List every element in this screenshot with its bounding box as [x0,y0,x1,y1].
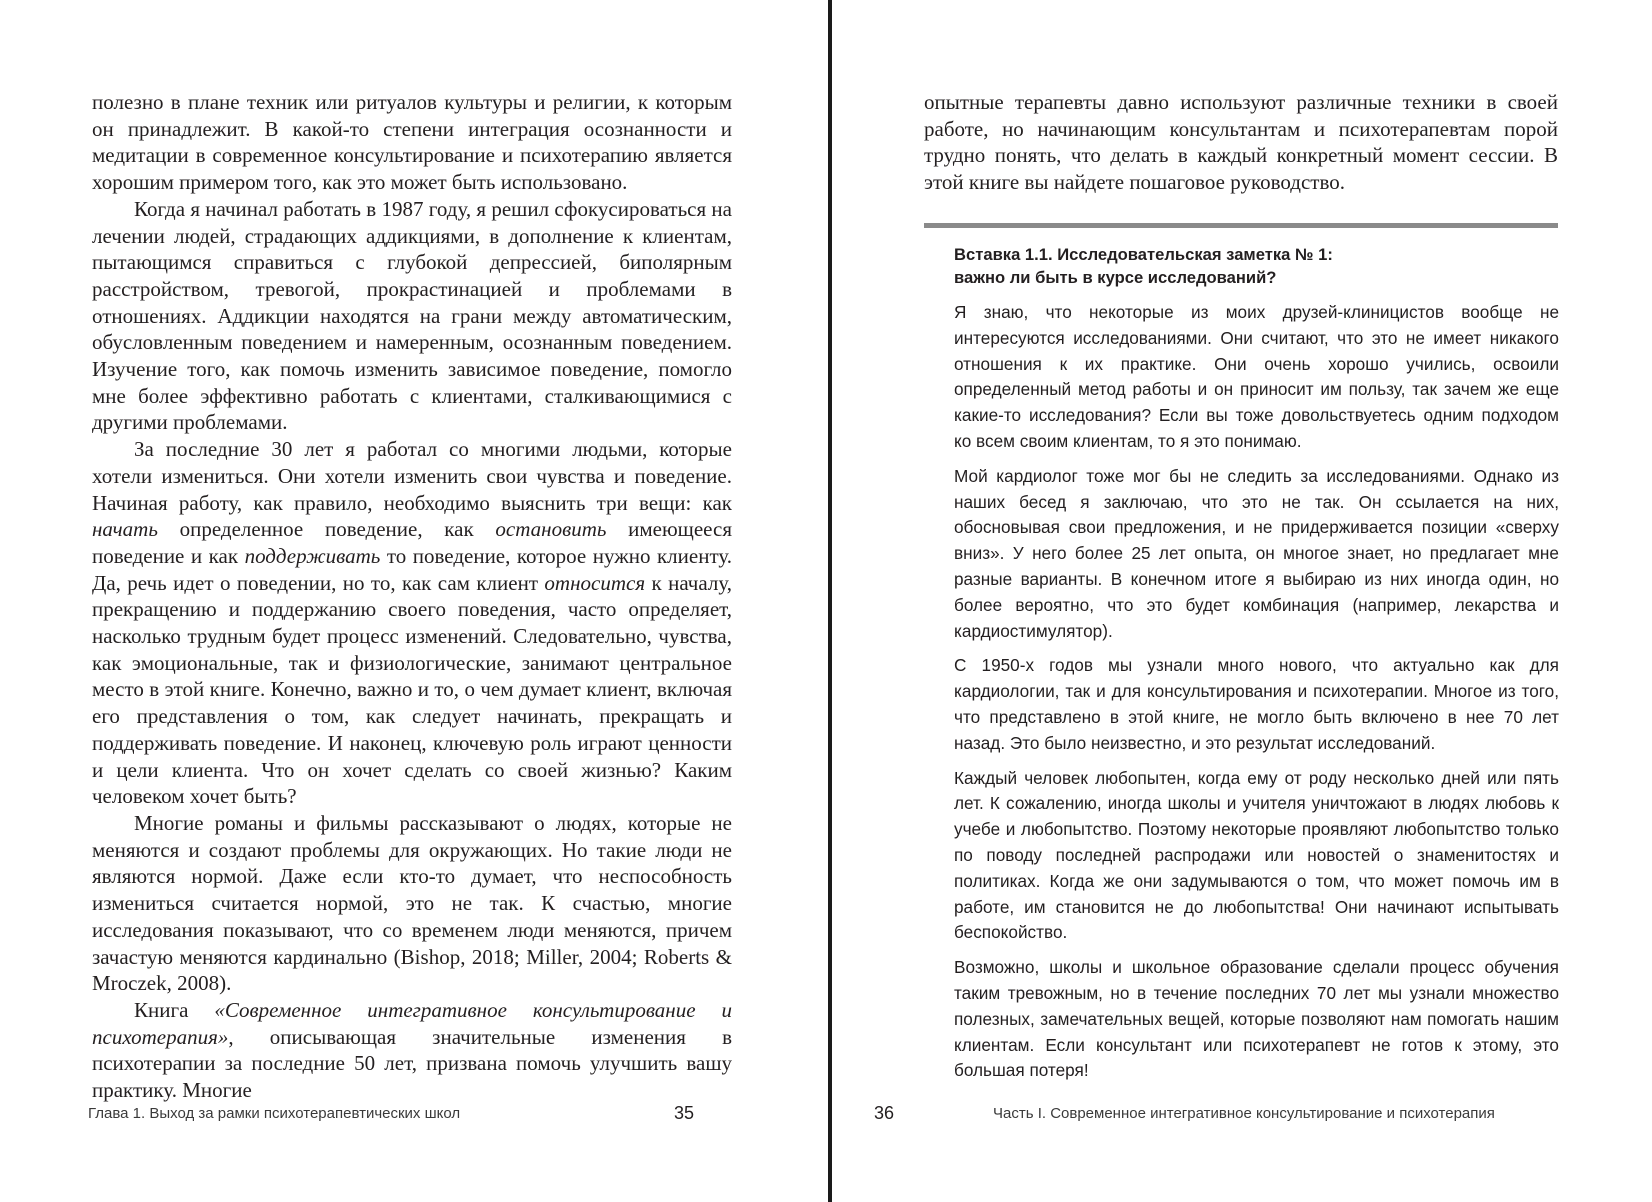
emphasis-text: начать [92,517,158,542]
box-paragraph: Каждый человек любопытен, когда ему от роду несколько дней или пять лет. К сожалению, иногда школы и учителя уничтожают в людях любовь к учебе и любопытство. Поэтому некоторые проявляют любопытство только по поводу последней распродажи или новостей о знаменитостях и политиках. Когда же они задумываются о том, что может помочь им в работе, им становится не до любопытства! Они начинают испытывать беспокойство. [954,767,1559,943]
research-note-box [954,243,1559,1093]
paragraph-text: то поведение, которое нужно клиенту. Да, речь идет о поведении, но то, как сам клиент [92,543,732,595]
body-paragraph [92,436,732,810]
right-page [832,0,1652,1202]
left-page-body [92,89,732,1104]
box-paragraph: Мой кардиолог тоже мог бы не следить за исследованиями. Однако из наших бесед я заключаю, что это не так. Он ссылается на них, обосновывая свои предложения, и не придерживается позиции «сверху вниз». У него более 25 лет опыта, он многое знает, но предлагает мне разные варианты. В конечном итоге я выбираю из них иногда один, но более вероятно, что это будет комбинация (например, лекарства и кардиостимулятор). [954,465,1559,641]
paragraph-text: За последние 30 лет я работал со многими людьми, которые хотели измениться. Они хотели изменить свои чувства и поведение. Начиная работу, как правило, необходимо выяснить три вещи: как [92,437,732,515]
paragraph-text: Когда я начинал работать в 1987 году, я решил сфокусироваться на лечении людей, страдающих аддикциями, в дополнение к клиентам, пытающимся справиться с глубокой депрессией, биполярным расстройством, тревогой, прокрастинацией и проблемами в отношениях. Аддикции находятся на грани между автоматическим, обусловленным поведением и намеренным, осознанным поведением. Изучение того, как помочь изменить зависимое поведение, помогло мне более эффективно работать с клиентами, сталкивающимися с другими проблемами. [92,196,732,435]
box-paragraph: Возможно, школы и школьное образование сделали процесс обучения таким тревожным, но в течение последних 70 лет мы узнали множество полезных, замечательных вещей, которые позволяют нам помогать нашим клиентам. Если консультант или психотерапевт не готов к этому, это большая потеря! [954,957,1559,1081]
emphasis-text: поддерживать [244,543,381,568]
page-number-left: 35 [674,1103,695,1123]
paragraph-text: Многие романы и фильмы рассказывают о людях, которые не меняются и создают проблемы для окружающих. Но такие люди не являются нормой. Даже если кто-то думает, что неспособность измениться считается нормой, это не так. К счастью, многие исследования показывают, что со временем люди меняются, причем зачастую меняются кардинально (Bishop, 2018; Miller, 2004; Roberts & Mroczek, 2008). [92,810,732,996]
right-page-intro [924,89,1558,196]
body-paragraph [92,89,732,196]
paragraph-text: имеющееся поведение и как [92,517,732,568]
page-number-right: 36 [874,1103,895,1123]
paragraph-text: к началу, прекращению и поддержанию своего поведения, часто определяет, насколько трудным будет процесс изменений. Следовательно, чувства, как эмоциональные, так и физиологические, занимают центральное место в этой книге. Конечно, важно и то, о чем думает клиент, включая его представления о том, как следует начинать, прекращать и поддерживать поведение. И наконец, ключевую роль играют ценности и цели клиента. Что он хочет сделать со своей жизнью? Каким человеком хочет быть? [92,570,732,809]
body-paragraph [92,196,732,436]
box-title-line1: Вставка 1.1. Исследовательская заметка № 1: [954,245,1333,264]
emphasis-text: «Современное интегративное консультирование и психотерапия» [92,997,732,1049]
box-paragraph: Я знаю, что некоторые из моих друзей-клиницистов вообще не интересуются исследованиями. Они считают, что это не имеет никакого отношения к их практике. Они очень хорошо учились, освоили определенный метод работы и он приносит им пользу, так зачем же еще какие-то исследования? Если вы тоже довольствуетесь одним подходом ко всем своим клиентам, то я это понимаю. [954,302,1559,451]
body-paragraph [92,810,732,997]
running-footer-right: Часть I. Современное интегративное консультирование и психотерапия [993,1105,1495,1122]
emphasis-text: остановить [495,517,607,542]
box-title-line2: важно ли быть в курсе исследований? [954,268,1277,287]
paragraph-text: Книга [134,997,215,1022]
box-title [954,243,1559,289]
paragraph-text: определенное поведение, как [157,517,496,542]
paragraph-text: полезно в плане техник или ритуалов культуры и религии, к которым он принадлежит. В какой-то степени интеграция осознанности и медитации в современное консультирование и психотерапию является хорошим примером того, как это может быть использовано. [92,90,732,195]
paragraph-text: , описывающая значительные изменения в психотерапии за последние 50 лет, призвана помочь улучшить вашу практику. Многие [92,1024,732,1103]
box-paragraph: С 1950-х годов мы узнали много нового, что актуально как для кардиологии, так и для консультирования и психотерапии. Многое из того, что представлено в этой книге, не могло быть включено в нее 70 лет назад. Это было неизвестно, и это результат исследований. [954,655,1559,753]
emphasis-text: относится [544,570,646,595]
intro-paragraph: опытные терапевты давно используют различные техники в своей работе, но начинающим консультантам и психотерапевтам порой трудно понять, что делать в каждый конкретный момент сессии. В этой книге вы найдете пошаговое руководство. [924,90,1558,195]
body-paragraph [92,997,732,1104]
box-top-rule [924,223,1558,228]
running-footer-left: Глава 1. Выход за рамки психотерапевтических школ [88,1105,461,1122]
